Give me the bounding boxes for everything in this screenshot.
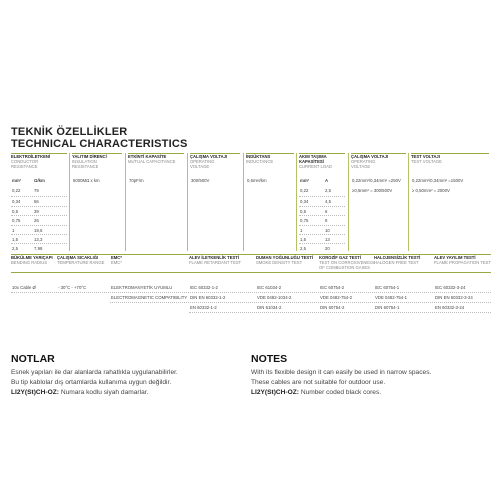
emc-line2: ELECTROMAGNETIC COMPATIBILITY [111,295,188,300]
header-flame-retardant: ALEV İLETKENLİK TESTİ FLAME RETARDANT TEST [189,255,242,265]
section-value: 0,75 [300,218,309,223]
row-line [299,225,345,226]
unit-mm2b: mm² [300,178,310,183]
section-value: 0,34 [12,199,21,204]
standard-item: EN 60332-1-2 [190,305,217,310]
rule [190,153,240,154]
row-line [11,206,67,207]
unit-mm2: mm² [12,178,22,183]
notes-tr [11,353,241,398]
header-insulation: YALITIM DİRENCİ INSULATION RESISTANCE [72,154,107,169]
current-value: 4,5 [325,199,331,204]
resistance-value: 13,3 [34,237,43,242]
current-value: 2,5 [325,188,331,193]
header-flame-prop: ALEV YAYILIM TESTİ FLAME PROPAGATION TEST [434,255,492,265]
resistance-value: 26 [34,218,39,223]
rule [128,153,184,154]
standard-item: IEC 60332-1-2 [190,285,218,290]
op-voltage2-line2: ≥0,5mm² = 300/500V [352,188,393,193]
section-value: 1 [300,228,303,233]
standard-item: DIN 60754-2 [320,305,345,310]
standard-item: DIN EN 60332-3-24 [435,295,473,300]
section-value: 0,5 [300,209,306,214]
notes-tr-line3: LI2Y(St)CH-OZ: Numara kodlu siyah damarlar. [11,389,149,396]
header-op-voltage: ÇALIŞMA VOLTAJI OPERATING VOLTAGE [190,154,228,169]
header-bending: BÜKÜLME YARIÇAPI BENDING RADIUS [11,255,53,265]
header-temperature: ÇALIŞMA SICAKLIĞI TEMPERATURE RANGE [57,255,105,265]
section-value: 1,5 [12,237,18,242]
row-line [299,206,345,207]
standard-item: IEC 61034-2 [257,285,282,290]
rule [72,153,122,154]
column-divider [243,153,244,251]
temp-range-value: - 30°C - +70°C [58,285,87,290]
resistance-value: 56 [34,199,39,204]
notes-tr-line1: Esnek yapıları ile dar alanlarda rahatlıkla uygulanabilirler. [11,369,178,376]
notes-tr-line2: Bu tip kablolar dış ortamlarda kullanıma uygun değildir. [11,379,172,386]
rule [11,272,491,273]
standard-item: DIN 60754-1 [375,305,400,310]
test-voltage-line1: 0,22mm²/0,34mm² =1500V [412,178,464,183]
section-value: 0,22 [300,188,309,193]
current-value: 8 [325,218,328,223]
row-line [11,234,67,235]
section-value: 2,5 [12,246,18,251]
section-value: 1,5 [300,237,306,242]
notes-en [251,353,491,398]
row-line [189,312,491,313]
standard-item: VDE 0482-1034-2 [257,295,292,300]
header-op-voltage-2: ÇALIŞMA VOLTAJI OPERATING VOLTAGE [351,154,389,169]
resistance-value: 79 [34,188,39,193]
title-en: TECHNICAL CHARACTERISTICS [11,138,188,150]
row-line [11,225,67,226]
header-halogen: HALOJENSİZLİK TESTİ HALOGEN FREE TEST [374,255,421,265]
resistance-value: 7,98 [34,246,43,251]
rule [299,153,345,154]
column-divider [348,153,349,251]
column-divider [69,153,70,251]
row-line [299,196,345,197]
column-divider [187,153,188,251]
header-test-voltage: TEST VOLTAJI TEST VOLTAGE [411,154,442,164]
section-value: 2,5 [300,246,306,251]
notes-en-line3: LI2Y(St)CH-OZ: Number coded black cores. [251,389,382,396]
op-voltage-value: 300/500V [191,178,210,183]
notes-en-line2: These cables are not suitable for outdoor use. [251,379,386,386]
section-value: 0,75 [12,218,21,223]
standard-item: IEC 60332-3-24 [435,285,466,290]
test-voltage-line2: ≥ 0,50mm² = 2000V [412,188,450,193]
notes-tr-heading: NOTLAR [11,353,55,365]
rule [351,153,406,154]
header-smoke: DUMAN YOĞUNLUĞU TESTİ SMOKE DENSITY TEST [256,255,313,265]
row-line [299,234,345,235]
current-value: 20 [325,246,330,251]
unit-amp: A [325,178,329,183]
op-voltage2-line1: 0,22mm²/0,34mm² =250V [352,178,401,183]
row-line [11,215,67,216]
section-value: 0,22 [12,188,21,193]
row-line [11,196,67,197]
bending-value: 10x Cable Ø [12,285,36,290]
header-emc: EMC* EMC* [111,255,122,265]
unit-ohm: Ω/km [34,178,45,183]
rule [246,153,294,154]
header-current: AKIM TAŞIMA KAPASİTESİ CURRENT LOAD [299,154,332,169]
section-value: 1 [12,228,15,233]
standard-item: VDE 0482-754-2 [320,295,353,300]
header-capacitance: ETKİNTİ KAPASİTE MUTUAL CAPACITANCE [128,154,176,164]
standard-item: DIN EN 60332-1-2 [190,295,226,300]
standard-item: EN 60332-3-24 [435,305,465,310]
column-divider [125,153,126,251]
insulation-value: 5000MΩ x km [73,178,100,183]
rule [411,153,489,154]
section-value: 0,34 [300,199,309,204]
column-divider [408,153,409,251]
header-conductor: ELEKTROİLETKENİ CONDUCTOR RESISTANCE [11,154,51,169]
resistance-value: 19,5 [34,228,43,233]
notes-en-heading: NOTES [251,353,288,365]
inductance-value: 0,6mH/km [247,178,267,183]
resistance-value: 39 [34,209,39,214]
column-divider [296,153,297,251]
standard-item: DIN 61034-2 [257,305,282,310]
standard-item: VDE 0482-754-1 [375,295,408,300]
current-value: 6 [325,209,328,214]
title-tr: TEKNİK ÖZELLİKLER [11,126,128,138]
section-value: 0,5 [12,209,18,214]
header-corrosive: KOROZİF GAZ TESTİ TEST ON CORROSIVENESS OF COMBUSTION GASES [319,255,375,270]
row-line [11,292,491,293]
current-value: 10 [325,228,330,233]
row-line [110,302,491,303]
notes-en-line1: With its flexible design it can easily be used in narrow spaces. [251,369,432,376]
capacitance-value: 70pF/m [129,178,144,183]
row-line [11,243,67,244]
current-value: 13 [325,237,330,242]
row-line [299,243,345,244]
row-line [299,215,345,216]
standard-item: IEC 60754-2 [320,285,345,290]
rule [11,153,67,154]
standard-item: IEC 60754-1 [375,285,400,290]
emc-line1: ELEKTROMANYETİK UYUMLU [111,285,173,290]
header-inductance: İNDÜKTANS INDUCTANCE [246,154,274,164]
